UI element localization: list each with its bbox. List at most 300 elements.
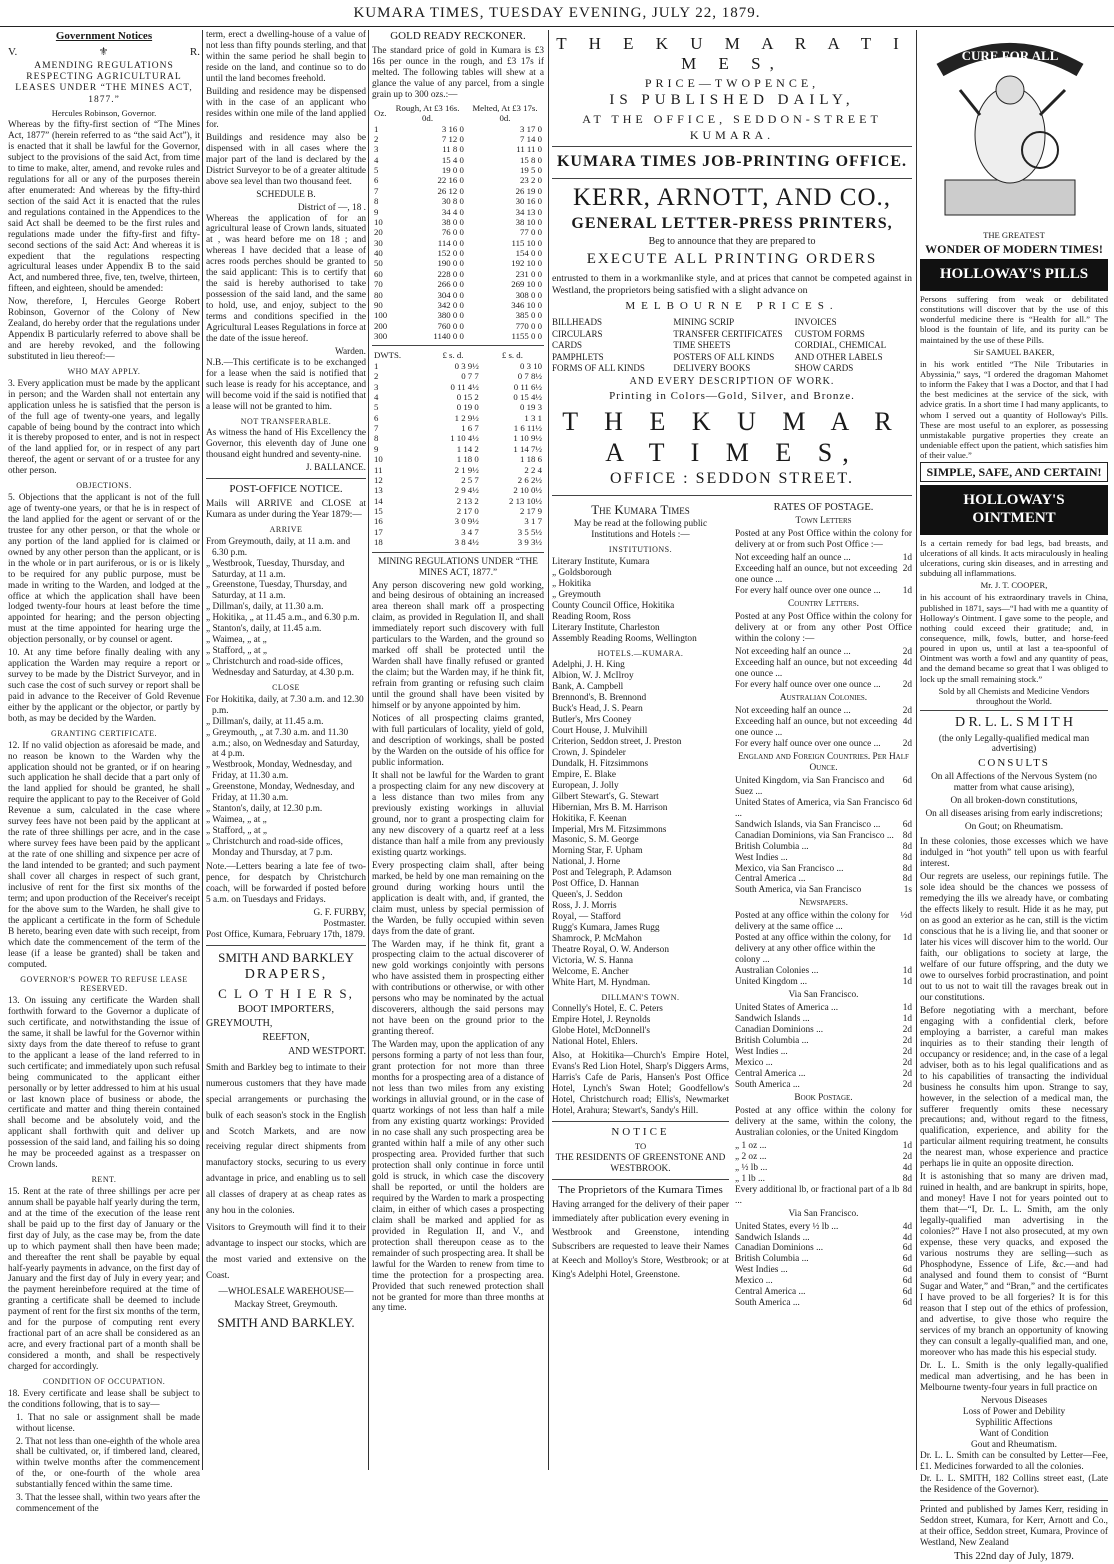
every-description: AND EVERY DESCRIPTION OF WORK.	[629, 376, 835, 388]
sb-footer: SMITH AND BARKLEY.	[217, 1314, 355, 1330]
rate-row	[735, 564, 912, 586]
notice-heading: AMENDING REGULATIONS RESPECTING AGRICULTURAL LEASES UNDER “THE MINES ACT, 1877.”	[15, 60, 193, 105]
rate-label: Australian Colonies ...	[735, 966, 819, 977]
country-rates	[735, 647, 912, 691]
paragraph: in his work entitled “The Nile Tributaries in Abyssinia,” says, “I ordered the dragoman Mahomet to inform the Fakey that I was a Doctor, and that I had the best medicines at the service of the sick, with advice gratis. In a short time I had many applicants, to whom I served out a quantity of Holloway's Pills. These are most useful to an explorer, as possessing unmistakable purgative properties they create an undeniable effect upon the patient, which satisfies him of their value.”	[920, 358, 1108, 461]
foreign-rates	[735, 776, 912, 897]
list-item: „ Greenstone, Monday, Wednesday, and Friday, at 11.30 a.m.	[206, 782, 355, 804]
paragraph: It is astonishing that so many are driven mad, ruined in health, and are bankrupt in spirits, hope, and money! Have I not for years pointed out to them that—“I, Dr. L. L. Smith, am the only legally-qualified man advertising in the colonies?” Have I not also prosecuted, at my own expense, these very quacks, and exposed the various nostrums they are selling—such as Phosphodyne, Essence of Life, &c.—and had analysed and found them to consist of “Burnt Sugar and Water,” and “Bran,” and the certificates I have proved to be all forgeries? It is for this reason that I step out of the ethics of profession, and advertise, to give those who require the services of my branch an opportunity of knowing they can consult a legally-qualified man, and one, moreover who has made this his especial study.	[920, 1172, 1108, 1358]
column-rule	[202, 30, 203, 1470]
table-cell: 19 5 0	[520, 165, 542, 176]
table-cell: 76 0 0	[441, 227, 464, 238]
rate-value: 1d	[902, 933, 912, 944]
table-row	[372, 485, 544, 495]
rate-label: South America ...	[735, 1298, 800, 1309]
rate-value: 8d	[902, 874, 912, 885]
table-cell: 3 9 3½	[517, 537, 542, 548]
table-cell: 9	[374, 443, 379, 454]
list-item: 2. That not less than one-eighth of the whole area shall be cultivated, or, if timbered land, cleared, within twelve months after the commencement of the, or one-fourth of the whole area substantially fenced within the same time.	[16, 1436, 200, 1491]
rate-label: Canadian Dominions, via San Francisco ...	[735, 830, 894, 841]
table-cell: 8	[374, 196, 379, 207]
sb-drapers: DRAPERS,	[244, 967, 328, 983]
rate-value: 1d	[902, 1003, 912, 1014]
divider	[552, 146, 912, 147]
rate-row	[735, 586, 912, 597]
table-cell: 152 0 0	[437, 248, 464, 259]
paragraph: Posted at any Post Office within the colony for delivery at or from such Post Office :—	[735, 529, 912, 551]
divider	[552, 1121, 729, 1122]
list-item: Literary Institute, Kumara	[552, 556, 650, 567]
list-item: Gilbert Stewart's, G. Stewart	[552, 791, 659, 802]
table-cell: 228 0 0	[437, 268, 464, 279]
column-gold-reckoner	[372, 30, 544, 1470]
table-row	[372, 134, 544, 144]
rate-label: United Kingdom, via San Francisco and Suez ...	[735, 775, 885, 797]
rate-label: „ 2 oz ...	[735, 1151, 767, 1162]
table-cell: 16	[374, 516, 383, 527]
list-item: „ Waimea, „ at „	[206, 815, 267, 826]
list-item: National, J. Horne	[552, 857, 621, 868]
affections: On all Affections of the Nervous System (no matter from what cause arising),	[931, 772, 1097, 794]
rate-label: British Columbia ...	[735, 1036, 809, 1047]
postmaster: Postmaster.	[323, 919, 366, 929]
list-item: Empire Hotel, J. Reynolds	[552, 1015, 651, 1026]
table-cell: 7 14 0	[520, 133, 542, 144]
list-item: 3. That the lessee shall, within two years after the commencement of the	[16, 1493, 200, 1515]
rate-value: 8d	[902, 852, 912, 863]
list-item: Imperial, Mrs M. Fitzsimmons	[552, 824, 667, 835]
paragraph: Any person discovering new gold working, and being desirous of obtaining an increased area thereon shall mark off a prospecting claim, as provided in Regulation II, and shall immediately report such discovery with full particulars to the Warden, and the ground so marked off shall be protected until the Warden shall have finally refused or granted the claim; but the Warden may, if he think fit, refrain from granting or refusing such claim until the ground shall have been visited by himself or by anyone appointed by him.	[372, 580, 544, 712]
table-row	[372, 496, 544, 506]
kt-big: T H E K U M A R A T I M E S,	[562, 406, 902, 467]
sb-clothiers: C L O T H I E R S,	[218, 985, 354, 1001]
table-cell: 3 17 0	[520, 123, 542, 134]
list-item: Ross, J. J. Morris	[552, 901, 617, 912]
list-item: CORDIAL, CHEMICAL	[794, 340, 887, 351]
table-cell: 38 0 0	[441, 216, 464, 227]
table-row	[372, 248, 544, 258]
subheading: RENT.	[91, 1175, 117, 1185]
rate-value: 8d	[902, 830, 912, 841]
table-cell: 50	[374, 258, 383, 269]
sb-boot: BOOT IMPORTERS,	[237, 1003, 335, 1016]
kt-kumara: KUMARA.	[689, 128, 775, 143]
table-row	[372, 207, 544, 217]
cooper-name: Mr. J. T. COOPER,	[980, 580, 1048, 591]
divider	[206, 478, 366, 479]
paragraph: The standard price of gold in Kumara is £3 16s per ounce in the rough, and £3 17s if melted. The following tables will shew at a glance the value of any parcel, from a single grain up to 300 ozs.:—	[372, 45, 544, 100]
paragraph: In these colonies, those excesses which we have indulged in “hot youth” tell upon us with fearful interest.	[920, 837, 1108, 870]
table-row	[372, 371, 544, 381]
column-rule	[368, 30, 369, 1470]
subheading: Newspapers.	[799, 898, 848, 909]
table-cell: 0 3 10	[520, 360, 542, 371]
list-item: CARDS	[552, 340, 583, 351]
cure-for-all-illustration	[920, 30, 1100, 220]
list-item: Buck's Head, J. S. Pearn	[552, 703, 643, 714]
divider	[920, 1500, 1108, 1501]
list-item: For Hokitika, daily, at 7.30 a.m. and 12.30 p.m.	[206, 694, 364, 716]
gout: On Gout; on Rheumatism.	[964, 822, 1064, 833]
table-cell: 385 0 0	[515, 310, 542, 321]
subheading: Via San Francisco.	[788, 1208, 859, 1219]
table-cell: 0 19 3	[520, 402, 542, 413]
rate-label: South America, via San Francisco	[735, 885, 862, 896]
paragraph: N.B.—This certificate is to be exchanged for a lease when the said is notified that such lease is ready for his acceptance, and will become void if the said is notified that a lease will not be granted to him.	[206, 358, 366, 412]
column-rule	[916, 30, 917, 1470]
paragraph: Having arranged for the delivery of their paper immediately after publication every evening in Westbrook and Greenstone, intending Subscribers are requested to leave their Names at Keech and Molloy's Store, Westbrook; or at King's Adelphi Hotel, Greenstone.	[552, 1200, 729, 1280]
rate-label: Exceeding half an ounce, but not exceeding one ounce ...	[735, 658, 898, 680]
list-item: Brennond's, B. Brennond	[552, 692, 647, 703]
table-cell: 2 13 2	[456, 495, 479, 506]
rate-row	[735, 1163, 912, 1174]
table-row	[372, 300, 544, 310]
consults: CONSULTS	[978, 757, 1050, 770]
table-cell: 0 11 6½	[513, 381, 542, 392]
kt-title: T H E K U M A R A T I M E S,	[556, 34, 908, 74]
table-row	[372, 413, 544, 423]
rate-label: Mexico, via San Francisco ...	[735, 863, 844, 874]
rate-label: Mexico ...	[735, 1057, 773, 1068]
rate-row	[735, 1058, 912, 1069]
paragraph: 10. At any time before finally dealing with any application the Warden may require a report or survey to be made by the District Surveyor, and in such case the cost of such survey or report shall be paid in advance to the Receiver of Gold Revenue either by the applicant or the objector, or partly by both, as may be decided by the Warden.	[8, 648, 200, 725]
sf2-rates	[735, 1222, 912, 1310]
list-item: White Hart, M. Hyndman.	[552, 978, 651, 989]
table-cell: 1 10 4½	[450, 433, 479, 444]
rate-row	[735, 717, 912, 739]
table-row	[372, 516, 544, 526]
table-cell: 5	[374, 165, 379, 176]
gold-table-oz	[372, 103, 544, 342]
table-row	[372, 175, 544, 185]
rate-value: 4d	[902, 716, 912, 727]
rate-value: 1d	[902, 553, 912, 564]
rate-label: Sandwich Islands, via San Francisco ...	[735, 819, 881, 830]
table-row	[372, 475, 544, 485]
rate-value: 2d	[902, 1068, 912, 1079]
table-cell: 15	[374, 506, 383, 517]
paragraph: Our regrets are useless, our repinings futile. The sole idea should be the chances we possess of remedying the ills we already have, or combating the effects likely to result. Hide it as he may, put on as good an exterior as he can, still is the victim conscious that he is a living lie, and that sooner or later his vices will discover him to the world. Our faith, our obligations to society at large, the welfare of our future offspring, and the duty we owe to ourselves forbid procrastination, and point out to us not to wait till the ravages break out in our constitutions.	[920, 872, 1108, 1003]
mackay-address: Mackay Street, Greymouth.	[234, 1299, 338, 1310]
rate-value: ½d	[900, 911, 912, 922]
masthead: KUMARA TIMES, TUESDAY EVENING, JULY 22, 1879.	[0, 0, 1114, 27]
table-cell: 760 0 0	[437, 320, 464, 331]
reading-places	[552, 500, 729, 1309]
list-item: Criterion, Seddon street, J. Preston	[552, 736, 682, 747]
list-item: „ Greymouth, „ at 7.30 a.m. and 11.30 a.m.; also, on Wednesday and Saturday, at 4 p.m.	[206, 727, 360, 760]
rate-label: United States of America ...	[735, 1003, 839, 1014]
kt-office: AT THE OFFICE, SEDDON-STREET	[582, 111, 882, 126]
rate-label: „ 1 oz ...	[735, 1140, 767, 1151]
gold-table-dwt	[372, 350, 544, 547]
table-cell: 3	[374, 381, 379, 392]
table-cell: 190 0 0	[437, 258, 464, 269]
table-cell: 2 10 0½	[513, 485, 542, 496]
paragraph: 18. Every certificate and lease shall be subject to the conditions following, that is to say—	[8, 1388, 200, 1410]
paragraph: in his account of his extraordinary travels in China, published in 1871, says—“I had with me a quantity of Holloway's Ointment. I gave some to the people, and nothing could exceed their gratitude; and, in consequence, milk, fowls, butter, and horse-feed poured in upon us, until at last a tea-spoonful of Ointment was worth a fowl and any quantity of peas, and the demand became so great that I was obliged to lock up the small remaining stock.”	[920, 592, 1108, 684]
table-cell: 3	[374, 144, 379, 155]
table-cell: 7 12 0	[441, 133, 464, 144]
rate-row	[735, 1298, 912, 1309]
rate-label: West Indies ...	[735, 1265, 788, 1276]
table-cell: 100	[374, 310, 388, 321]
list-item: Connelly's Hotel, E. C. Peters	[552, 1004, 663, 1015]
list-item: Victoria, W. S. Hanna	[552, 956, 634, 967]
kt-office-big: OFFICE : SEDDON STREET.	[610, 470, 854, 488]
simple-safe: SIMPLE, SAFE, AND CERTAIN!	[920, 462, 1108, 482]
rate-row	[735, 1222, 912, 1233]
table-row	[372, 290, 544, 300]
rate-value: 4d	[902, 1232, 912, 1243]
table-cell: 30 8 0	[441, 196, 464, 207]
list-item: Court House, J. Mulvihill	[552, 725, 648, 736]
table-cell: 200	[374, 320, 388, 331]
table-cell: 8	[374, 433, 379, 444]
table-cell: 2 9 4½	[454, 485, 479, 496]
rate-label: United States of America, via San Francisco ...	[735, 797, 900, 819]
divider	[552, 495, 912, 496]
list-item: Want of Condition	[979, 1428, 1049, 1439]
kt-daily: IS PUBLISHED DAILY,	[609, 92, 855, 109]
col-dwts: DWTS.	[374, 350, 402, 361]
table-cell: 342 0 0	[437, 299, 464, 310]
rate-value: 1d	[902, 1014, 912, 1025]
table-row	[372, 454, 544, 464]
table-cell: 38 10 0	[515, 216, 542, 227]
rate-label: Mexico ...	[735, 1276, 773, 1287]
list-item: Assembly Reading Rooms, Wellington	[552, 633, 697, 644]
newspaper-rates	[735, 911, 912, 988]
rate-row	[735, 885, 912, 896]
reckoner-title: GOLD READY RECKONER.	[390, 30, 526, 42]
list-item: MINING SCRIP	[673, 317, 735, 328]
list-item: „ Westbrook, Tuesday, Thursday, and Saturday, at 11 a.m.	[206, 558, 345, 580]
paragraph: The Warden may, if he think fit, grant a prospecting claim to the actual discoverer of new gold workings conjointly with persons who have assisted them in prospecting either with contributions or otherwise, or with other persons who may be nominated by the actual discoverers, although the said persons may not have been on the ground prior to the granting thereof.	[372, 939, 544, 1038]
paragraph: entrusted to them in a workmanlike style, and at prices that cannot be competed against in Westland, the proprietors being satisfied with a slight advance on	[552, 272, 912, 296]
sf-rates	[735, 1003, 912, 1091]
paragraph: It shall not be lawful for the Warden to grant a prospecting claim for any new discovery at a less distance than two miles from any previously existing workings in alluvial ground, nor to grant a prospecting claim for any new discovery of a quartz reef at a less distance than half a mile from any previously existing quartz workings.	[372, 770, 544, 858]
list-item: 1. That no sale or assignment shall be made without license.	[16, 1412, 200, 1434]
book-extra: Every additional lb, or fractional part of a lb ...	[735, 1184, 900, 1206]
table-cell: 1 10 9½	[513, 433, 542, 444]
table-cell: 3 4 7	[461, 526, 479, 537]
rate-row	[735, 977, 912, 988]
read-title: The Kumara Times	[591, 502, 690, 518]
paragraph: Posted at any office within the colony for delivery at the same, within the colony, the Australian colonies, or the United Kingdom	[735, 1105, 912, 1138]
subheading: CONDITION OF OCCUPATION.	[42, 1377, 166, 1387]
subheading: Australian Colonies.	[779, 692, 868, 703]
ballance-signature: J. BALLANCE.	[305, 463, 366, 474]
rate-label: Not exceeding half an ounce ...	[735, 705, 851, 716]
list-item: „ Stafford, „ at „	[206, 826, 268, 837]
table-cell: 1 18 6	[520, 454, 542, 465]
paragraph: 12. If no valid objection as aforesaid be made, and no reason be known to the Warden why the application should not be granted, or if on hearing such application he shall decide that a part only of the land applied for should be granted, he shall require the applicant to pay to the Receiver of Gold Revenue a sum, calculated in the case where survey fees have not been paid by the applicant at the rate of three shillings per acre, and in the case where survey fees have been paid by the applicant at the rate of one shilling and sixpence per acre of the land intended to be granted; and such payment shall cover all charges in respect of such grant, inclusive of rent for the first six months of the term; and upon production of the Receiver's receipt for the above sum to the Warden, he shall give to the applicant a certificate in the form of Schedule B hereto, bearing even date with such receipt, from which date the commencement of the term of the lease (if a lease be granted) shall be taken and computed.	[8, 740, 200, 970]
sb-title: SMITH AND BARKLEY	[218, 949, 354, 965]
table-row	[372, 186, 544, 196]
rate-value: 6d	[902, 1287, 912, 1298]
table-cell: 1140 0 0	[433, 331, 464, 342]
execute-line: EXECUTE ALL PRINTING ORDERS	[586, 251, 878, 268]
list-item: Empire, E. Blake	[552, 769, 617, 780]
list-item: Literary Institute, Charleston	[552, 622, 660, 633]
subheading: ARRIVE	[269, 525, 303, 535]
table-cell: 1 6 7	[461, 423, 479, 434]
sb-town: AND WESTPORT.	[288, 1045, 366, 1057]
list-item: INVOICES	[794, 317, 837, 328]
list-item: Butler's, Mrs Cooney	[552, 714, 632, 725]
rate-value: 1s	[903, 885, 912, 896]
paragraph: The Warden may, upon the application of any persons forming a party of not less than four, grant protection for not more than three months for a prospecting area of a distance of not less than two miles from any existing workings in alluvial ground, or in the case of quartz workings of not less than half a mile from any existing quartz workings: Provided in no case shall any such prospecting area be granted within half a mile of any other such prospecting area. Provided further that such protection shall only continue in force until gold is struck, in which case the discovery shall be reported, or until the holders are required by the Warden to mark a prospecting claim, in either of which cases a prospecting claim shall be marked and applied for as provided in Regulation II, and V., and protection shall thereupon cease as to the remainder of such prospecting area. It shall be lawful for the Warden to renew from time to time the protection for a prospecting area. Provided that such renewed protection shall not be granted for more than three months at any time.	[372, 1040, 544, 1314]
table-cell: 2 6 2½	[517, 474, 542, 485]
table-row	[372, 196, 544, 206]
arrive-list	[206, 537, 366, 680]
holloways-ointment-banner: HOLLOWAY'S OINTMENT	[920, 485, 1108, 534]
rate-row	[735, 776, 912, 798]
divider	[206, 945, 366, 946]
job-printing-title: KUMARA TIMES JOB-PRINTING OFFICE.	[556, 153, 908, 171]
list-item: Loss of Power and Debility	[962, 1406, 1066, 1417]
table-cell: 0 11 4½	[450, 381, 479, 392]
rate-value: 4d	[902, 1162, 912, 1173]
rate-label: For every half ounce over one ounce ...	[735, 738, 881, 749]
furby-signature: G. F. FURBY,	[313, 908, 366, 919]
subheading: GOVERNOR'S POWER TO REFUSE LEASE RESERVED.	[20, 974, 188, 994]
subheading: Town Letters	[795, 516, 852, 527]
table-row	[372, 321, 544, 331]
table-cell: 10	[374, 216, 383, 227]
rate-value: 1d	[902, 586, 912, 597]
list-item: „ Dillman's, daily, at 11.30 a.m.	[206, 602, 324, 613]
sb-town: GREYMOUTH,	[206, 1018, 273, 1030]
list-item: National Hotel, Ehlers.	[552, 1037, 638, 1048]
rate-label: West Indies ...	[735, 852, 788, 863]
greatest: THE GREATEST	[983, 229, 1045, 240]
table-cell: 2 13 10½	[509, 495, 542, 506]
table-cell: 300	[374, 331, 388, 342]
divider	[552, 178, 912, 179]
list-item: Post and Telegraph, P. Adamson	[552, 868, 672, 879]
subheading: Book Postage.	[794, 1092, 853, 1103]
paragraph: As witness the hand of His Excellency the Governor, this eleventh day of June one thousand eight hundred and seventy-nine.	[206, 428, 366, 461]
divider	[552, 1179, 729, 1180]
rate-value: 4d	[902, 1221, 912, 1232]
table-cell: 0 19 0	[456, 402, 479, 413]
table-cell: 11 8 0	[442, 144, 464, 155]
rate-row	[735, 1003, 912, 1014]
crest-icon: ⚜	[98, 45, 109, 58]
table-cell: 0 3 9½	[454, 360, 479, 371]
paragraph: Also, at Hokitika—Church's Empire Hotel, Evans's Red Lion Hotel, Sharp's Diggers Arms, Harris's Cafe de Paris, Hansen's Post Office Hotel, Lynch's Swan Hotel; Goodfellow's Hotel, Christchurch road; Ellis's, Newmarket Hotel, Arahura; Stewart's, Sandy's Hill.	[552, 1051, 729, 1117]
list-item: Nervous Diseases	[980, 1395, 1048, 1406]
rate-label: Central America ...	[735, 1068, 806, 1079]
rate-label: Exceeding half an ounce, but not exceeding one ounce ...	[735, 716, 898, 738]
table-row	[372, 382, 544, 392]
notice-title: NOTICE	[611, 1126, 670, 1139]
rate-label: Central America ...	[735, 1287, 806, 1298]
rate-value: 1d	[902, 977, 912, 988]
column-notices-2	[206, 30, 366, 1470]
dr-smith-name: D R. L. L. S M I T H	[954, 714, 1074, 730]
post-office-title: POST-OFFICE NOTICE.	[229, 483, 343, 496]
rate-label: Not exceeding half an ounce ...	[735, 553, 851, 564]
subheading: NOT TRANSFERABLE.	[240, 416, 332, 426]
rate-label: British Columbia ...	[735, 841, 809, 852]
rough-head: Rough, At £3 16s. 0d.	[395, 102, 460, 124]
table-row	[372, 537, 544, 547]
paragraph: Every prospecting claim shall, after being marked, be held by one man remaining on the ground during working hours until the application is dealt with, and, if granted, the claim must, unless by special permission of the Warden, be fully occupied within seven days from the date of grant.	[372, 860, 544, 937]
table-cell: 7	[374, 185, 379, 196]
col-oz: Oz.	[374, 108, 387, 118]
table-row	[372, 310, 544, 320]
colours-line: Printing in Colors—Gold, Silver, and Bronze.	[609, 389, 855, 402]
table-cell: 60	[374, 268, 383, 279]
rate-value: 2d	[902, 705, 912, 716]
table-cell: 1 14 7½	[513, 443, 542, 454]
rate-row	[735, 706, 912, 717]
table-cell: 1 14 2	[456, 443, 479, 454]
table-cell: 2 17 9	[520, 506, 542, 517]
table-cell: 0 7 8½	[517, 371, 542, 382]
rate-label: Posted at any office within the colony for delivery at the same office ...	[735, 911, 889, 933]
rate-value: 6d	[902, 1254, 912, 1265]
column-government-notices	[8, 30, 200, 1515]
column-kumara-times	[552, 30, 912, 1470]
list-item: „ Hokitika, „ at 11.45 a.m., and 6.30 p.m.	[206, 613, 360, 624]
paragraph: 5. Objections that the applicant is not of the full age of twenty-one years, or that he is in respect of the land applied for the agent or servant of or the trustee for any other person, or that the whole or any portion of the land applied for is claimed or owned by any other person than the applicant, or is in the whole or in part auriferous, or is or is likely to be required for any public purpose, must be made in writing to the Warden, and lodged at the office at which the application shall have been lodged twenty-four hours at least before the time appointed for hearing; and the person objecting must at the time appointed for hearing urge the objection personally, or by counsel or agent.	[8, 492, 200, 646]
rate-label: Canadian Dominions ...	[735, 1243, 824, 1254]
table-cell: 1	[374, 123, 379, 134]
rate-value: 1d	[902, 1140, 912, 1151]
rate-row	[735, 1141, 912, 1152]
postage-title: RATES OF POSTAGE.	[773, 502, 874, 514]
list-item: AND OTHER LABELS	[794, 351, 883, 362]
town-rates	[735, 553, 912, 597]
kerr-arnott: KERR, ARNOTT, AND CO.,	[572, 184, 892, 212]
book-rates	[735, 1141, 912, 1185]
rate-row	[735, 1069, 912, 1080]
rate-value: 2d	[902, 680, 912, 691]
table-cell: 14	[374, 495, 383, 506]
paragraph: Now, therefore, I, Hercules George Robert Robinson, Governor of the Colony of New Zealand, do hereby order that the regulations under Appendix B particularly referred to above shall be and are hereby revoked, and the following substituted in lieu thereof:—	[8, 297, 200, 363]
list-item: Reading Room, Ross	[552, 611, 631, 622]
schedule-heading: SCHEDULE B.	[256, 189, 316, 200]
table-cell: 2 17 0	[456, 506, 479, 517]
imprint-date: This 22nd day of July, 1879.	[954, 1551, 1074, 1563]
list-item: Hibernian, Mrs B. M. Harrison	[552, 802, 668, 813]
rate-label: Exceeding half an ounce, but not exceeding one ounce ...	[735, 564, 898, 586]
list-item: DELIVERY BOOKS	[673, 363, 751, 374]
rate-row	[735, 1152, 912, 1163]
general-printers: GENERAL LETTER-PRESS PRINTERS,	[571, 214, 893, 232]
rate-value: 2d	[902, 1025, 912, 1036]
table-row	[372, 165, 544, 175]
rate-label: „ 1 lb ...	[735, 1173, 765, 1184]
paragraph: Dr. L. L. Smith can be consulted by Letter—Fee, £1. Medicines forwarded to all the colonies.	[920, 1450, 1108, 1472]
table-cell: 231 0 0	[515, 268, 542, 279]
list-item: TRANSFER CERTIFICATES	[673, 328, 783, 339]
table-cell: 1	[374, 360, 379, 371]
rate-row	[735, 739, 912, 750]
table-cell: 0 7 7	[461, 371, 479, 382]
subheading: INSTITUTIONS.	[608, 545, 673, 555]
table-cell: 1155 0 0	[511, 331, 542, 342]
table-row	[372, 269, 544, 279]
table-cell: 3 1 7	[524, 516, 542, 527]
list-item: Queen's, J. Seddon	[552, 890, 623, 901]
list-item: „ Christchurch and road-side offices, Wednesday and Saturday, at 4.30 p.m.	[206, 657, 354, 679]
paragraph: Whereas the application of for an agricultural lease of Crown lands, situated at , was heard before me on 18 ; and whereas I have decided that a lease of acres roods perches should be granted to the said applicant: This is to certify that the said is hereby authorised to take possession of the said land, and the same to hold, use, and enjoy, subject to the terms and conditions specified in the Agricultural Leases Regulations in force at the date of the issue hereof.	[206, 213, 366, 345]
table-cell: 114 0 0	[437, 237, 464, 248]
